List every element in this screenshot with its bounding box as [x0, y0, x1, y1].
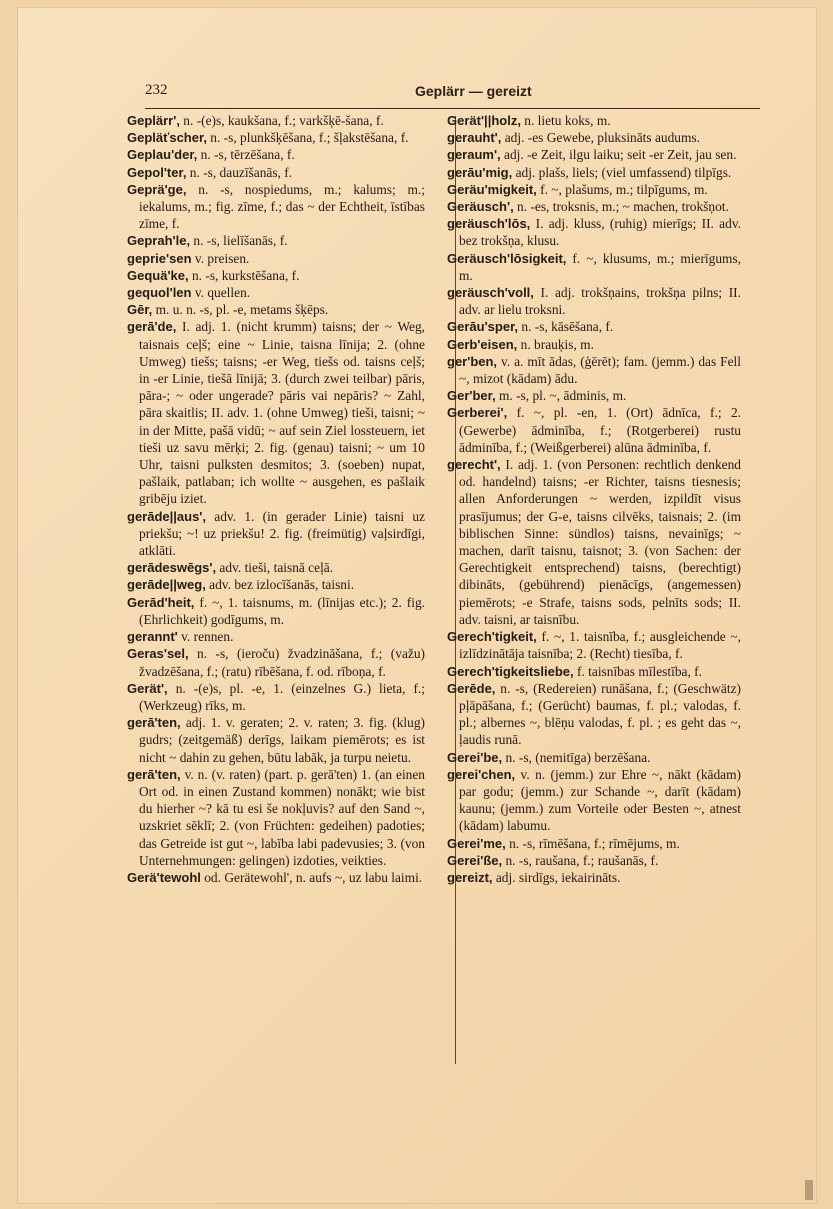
edge-mark	[805, 1180, 813, 1200]
entry-headword: Gerech'tigkeitsliebe,	[447, 663, 574, 679]
dictionary-entry	[447, 215, 741, 249]
dictionary-entry	[447, 680, 741, 749]
entry-definition: adj. 1. v. geraten; 2. v. raten; 3. fig. (klug) gudrs; (zeitgemäß) derīgs, laikam piemērots; es ist nicht ~ dahin zu gehen, būtu labāk, ja turpu neietu.	[139, 715, 425, 765]
entry-headword: Gēr,	[127, 302, 153, 318]
dictionary-entry	[447, 146, 741, 163]
entry-definition: n. lietu koks, m.	[520, 113, 611, 128]
entry-headword: gerauht',	[447, 130, 502, 146]
entry-headword: geprie'sen	[127, 250, 192, 266]
dictionary-entry	[127, 680, 425, 714]
entry-definition: adj. -e Zeit, ilgu laiku; seit -er Zeit, jau sen.	[500, 147, 737, 163]
entry-definition: I. adj. trokšņains, trokšņa pilns; II. adv. ar lielu troksni.	[459, 285, 741, 318]
dictionary-entry	[447, 387, 741, 404]
entry-headword: Gerät'||holz,	[447, 113, 521, 128]
entry-headword: Gerād'heit,	[127, 594, 195, 610]
entry-definition: v. n. (jemm.) zur Ehre ~, nākt (kādam) par godu; (jemm.) zur Schande ~, darīt (kādam) kaunu; (jemm.) zum Vorteile oder Besten ~, atnest (kādam) labumu.	[459, 766, 741, 834]
entry-headword: gequol'len	[127, 285, 192, 301]
dictionary-entry	[127, 232, 425, 249]
page-header	[145, 82, 760, 109]
entry-headword: gerāu'mig,	[447, 164, 513, 180]
entry-definition: I. adj. 1. (nicht krumm) taisns; der ~ Weg, taisnais ceļš; eine ~ Linie, taisna līnija; 2. (ohne Umweg) tiešs; taisns; -er Weg, tiešs od. taisns ceļš; in -er Linie, tiešā līnijā; 3. (durch zwei teilbar) pāris, pāra-; ~ oder ungerade? pāris vai nepāris? ~ Zahl, pāra skaitlis; II. adv. 1. (ohne Umweg) tieši, taisni; ~ in der Mitte, pašā vidū; ~ auf sein Ziel lossteuern, iet tieši uz savu mērķi; 2. fig. (genau) taisni; ~ um 10 Uhr, taisni pulksten desmitos; 3. (soeben) nupat, pašlaik, patlaban; ich wollte ~ ausgehen, es pašlaik gribēju iziet.	[139, 319, 425, 507]
running-head: Geplärr — gereizt	[415, 83, 532, 99]
entry-headword: gerecht',	[447, 457, 501, 473]
dictionary-entry	[447, 336, 741, 353]
entry-headword: Gerei'be,	[447, 749, 503, 765]
entry-headword: gerāde||weg,	[127, 577, 206, 593]
right-column	[447, 112, 741, 886]
entry-headword: Geplau'der,	[127, 147, 198, 163]
dictionary-entry	[447, 749, 741, 766]
entry-headword: Gerēde,	[447, 680, 496, 696]
dictionary-entry	[447, 766, 741, 835]
entry-headword: gerādeswēgs',	[127, 560, 217, 576]
dictionary-entry	[127, 284, 425, 301]
dictionary-entry	[447, 456, 741, 628]
dictionary-entry	[447, 250, 741, 284]
entry-headword: Gerei'me,	[447, 835, 506, 851]
dictionary-entry	[127, 645, 425, 679]
entry-definition: v. n. (v. raten) (part. p. gerā'ten) 1. (an einen Ort od. in einen Zustand kommen) nonākt; wie bist du hierher ~? kā tu esi še nokļuvis? auf den Sand ~, uzskriet sēklī; 2. (von Früchten: gedeihen) padoties; das Getreide ist gut ~, labība labi padevusies; 3. (von Unternehmungen: gelingen) izdoties, veikties.	[139, 766, 425, 868]
dictionary-entry	[447, 835, 741, 852]
entry-definition: m. -s, pl. ~, ādminis, m.	[495, 388, 627, 404]
entry-definition: n. -s, lielīšanās, f.	[190, 233, 288, 249]
entry-headword: ger'ben,	[447, 353, 498, 369]
entry-definition: f. ~, plašums, m.; tilpīgums, m.	[536, 181, 708, 197]
entry-headword: Gerei'ße,	[447, 852, 503, 868]
entry-definition: n. -s, (ieroču) žvadzināšana, f.; (važu) žvadzēšana, f.; (ratu) rībēšana, f. od. rīboņa, f.	[139, 646, 425, 679]
dictionary-entry	[447, 129, 741, 146]
dictionary-entry	[447, 663, 741, 680]
dictionary-entry	[127, 129, 425, 146]
entry-definition: f. ~, 1. taisnība, f.; ausgleichende ~, izlīdzinātāja taisnība; 2. (Recht) tiesība, f.	[459, 629, 741, 662]
entry-definition: v. a. mīt ādas, (ģērēt); fam. (jemm.) das Fell ~, mizot (kādam) ādu.	[459, 353, 741, 387]
entry-headword: gereizt,	[447, 869, 493, 885]
entry-headword: Gerb'eisen,	[447, 336, 518, 352]
entry-definition: n. -s, raušana, f.; raušanās, f.	[502, 852, 659, 868]
dictionary-entry	[447, 112, 741, 129]
dictionary-entry	[447, 198, 741, 215]
entry-definition: n. -s, dauzīšanās, f.	[186, 164, 293, 180]
dictionary-entry	[127, 267, 425, 284]
entry-definition: I. adj. kluss, (ruhig) mierīgs; II. adv. bez trokšņa, klusu.	[459, 216, 741, 249]
entry-headword: Gerä'tewohl	[127, 869, 201, 885]
dictionary-entry	[127, 112, 425, 129]
entry-definition: adj. sirdīgs, iekairināts.	[492, 869, 621, 885]
entry-headword: Geprä'ge,	[127, 181, 187, 197]
entry-headword: Geplärr',	[127, 113, 180, 128]
entry-headword: geräusch'voll,	[447, 285, 534, 301]
entry-headword: Gepläťscher,	[127, 130, 207, 146]
entry-headword: Geräusch'lōsigkeit,	[447, 250, 567, 266]
dictionary-entry	[127, 559, 425, 576]
entry-headword: Geräu'migkeit,	[447, 181, 537, 197]
entry-definition: n. -(e)s, kaukšana, f.; varkšķē-šana, f.	[179, 113, 384, 128]
entry-definition: adv. 1. (in gerader Linie) taisni uz priekšu; ~! uz priekšu! 2. fig. (freimütig) vaļsirdīgi, atklāti.	[139, 508, 425, 559]
dictionary-entry	[127, 508, 425, 560]
dictionary-entry	[447, 852, 741, 869]
entry-definition: adv. bez izlocīšanās, taisni.	[205, 577, 355, 593]
entry-headword: gerannt'	[127, 629, 178, 645]
dictionary-entry	[447, 869, 741, 886]
entry-definition: adj. plašs, liels; (viel umfassend) tilpīgs.	[512, 164, 732, 180]
dictionary-entry	[447, 353, 741, 387]
entry-definition: v. rennen.	[177, 629, 234, 645]
entry-definition: n. -s, kurkstēšana, f.	[188, 267, 300, 283]
entry-definition: n. brauķis, m.	[517, 336, 594, 352]
dictionary-entry	[127, 766, 425, 869]
entry-definition: f. ~, pl. -en, 1. (Ort) ādnīca, f.; 2. (Gewerbe) ādminība, f.; (Rotgerberei) rustu ādminība, f.; (Weißgerberei) alūna ādminība, f.	[459, 405, 741, 455]
dictionary-entry	[447, 284, 741, 318]
entry-headword: Gerberei',	[447, 405, 508, 421]
entry-definition: n. -s, (Redereien) runāšana, f.; (Geschwätz) pļāpāšana, f.; (Gerücht) baumas, f. pl.; valodas, f. pl.; albernes ~, blēņu valodas, f. pl. ; es geht das ~, ļaudis runā.	[459, 680, 741, 748]
entry-definition: n. -s, tērzēšana, f.	[197, 147, 295, 163]
entry-headword: geraum',	[447, 147, 501, 163]
entry-headword: gerā'ten,	[127, 766, 181, 782]
dictionary-entry	[127, 250, 425, 267]
entry-headword: Gerech'tigkeit,	[447, 629, 537, 645]
dictionary-entry	[447, 318, 741, 335]
entry-headword: gerei'chen,	[447, 766, 516, 782]
entry-definition: n. -s, rīmēšana, f.; rīmējums, m.	[505, 835, 680, 851]
entry-definition: adj. -es Gewebe, pluksināts audums.	[501, 130, 700, 146]
dictionary-entry	[127, 576, 425, 593]
entry-definition: v. quellen.	[191, 285, 251, 301]
dictionary-entry	[447, 404, 741, 456]
dictionary-entry	[127, 318, 425, 507]
entry-definition: n. -(e)s, pl. -e, 1. (einzelnes G.) lieta, f.; (Werkzeug) rīks, m.	[139, 680, 425, 713]
dictionary-entry	[127, 594, 425, 628]
page-number: 232	[145, 82, 168, 98]
dictionary-entry	[127, 869, 425, 886]
entry-definition: n. -es, troksnis, m.; ~ machen, trokšņot.	[513, 199, 729, 215]
entry-headword: Gerät',	[127, 680, 168, 696]
entry-definition: od. Gerätewohl', n. aufs ~, uz labu laimi.	[200, 869, 423, 885]
entry-headword: Gequä'ke,	[127, 267, 189, 283]
entry-definition: n. -s, nospiedums, m.; kalums; m.; iekalums, m.; fig. zīme, f.; das ~ der Echtheit, īstības zīme, f.	[139, 181, 425, 232]
dictionary-entry	[127, 714, 425, 766]
entry-definition: f. ~, 1. taisnums, m. (līnijas etc.); 2. fig. (Ehrlichkeit) godīgums, m.	[139, 594, 425, 627]
entry-definition: n. -s, kāsēšana, f.	[518, 319, 614, 335]
dictionary-entry	[447, 181, 741, 198]
left-column	[127, 112, 425, 886]
entry-definition: n. -s, plunkšķēšana, f.; šļakstēšana, f.	[206, 130, 409, 146]
entry-definition: f. ~, klusums, m.; mierīgums, m.	[459, 250, 741, 283]
dictionary-entry	[127, 301, 425, 318]
entry-headword: Geras'sel,	[127, 646, 189, 662]
entry-headword: Gepol'ter,	[127, 164, 187, 180]
dictionary-entry	[447, 164, 741, 181]
entry-headword: gerāde||aus',	[127, 508, 207, 524]
entry-headword: geräusch'lōs,	[447, 216, 531, 232]
dictionary-entry	[127, 164, 425, 181]
entry-headword: Ger'ber,	[447, 388, 496, 404]
entry-definition: v. preisen.	[191, 250, 250, 266]
dictionary-entry	[127, 146, 425, 163]
entry-headword: gerā'ten,	[127, 715, 181, 731]
entry-definition: f. taisnības mīlestība, f.	[573, 663, 702, 679]
entry-definition: m. u. n. -s, pl. -e, metams šķēps.	[152, 302, 329, 318]
dictionary-entry	[447, 628, 741, 662]
dictionary-entry	[127, 628, 425, 645]
entry-headword: gerā'de,	[127, 319, 177, 335]
entry-definition: n. -s, (nemitīga) berzēšana.	[502, 749, 651, 765]
entry-definition: adv. tieši, taisnā ceļā.	[216, 560, 334, 576]
entry-headword: Geräusch',	[447, 199, 514, 215]
entry-headword: Gerāu'sper,	[447, 319, 519, 335]
entry-headword: Geprah'le,	[127, 233, 191, 249]
dictionary-entry	[127, 181, 425, 233]
entry-definition: I. adj. 1. (von Personen: rechtlich denkend od. handelnd) taisns; -er Richter, taisns tiesnesis; allen Anforderungen ~ werden, izpildīt visus prasījumus; der G-e, taisns cilvēks, taisnais; 2. (im biblischen Sinne: sündlos) taisns, nevainīgs; ~ machen, darīt taisnu, taisnot; 3. (von Sachen: der Gerechtigkeit entsprechend) taisns, (berechtigt) dibināts, (gebührend) pienācīgs, (angemessen) piemērots; -e Strafe, taisns sods, pelnīts sods; II. adv. taisni, ar taisnību.	[459, 457, 741, 627]
